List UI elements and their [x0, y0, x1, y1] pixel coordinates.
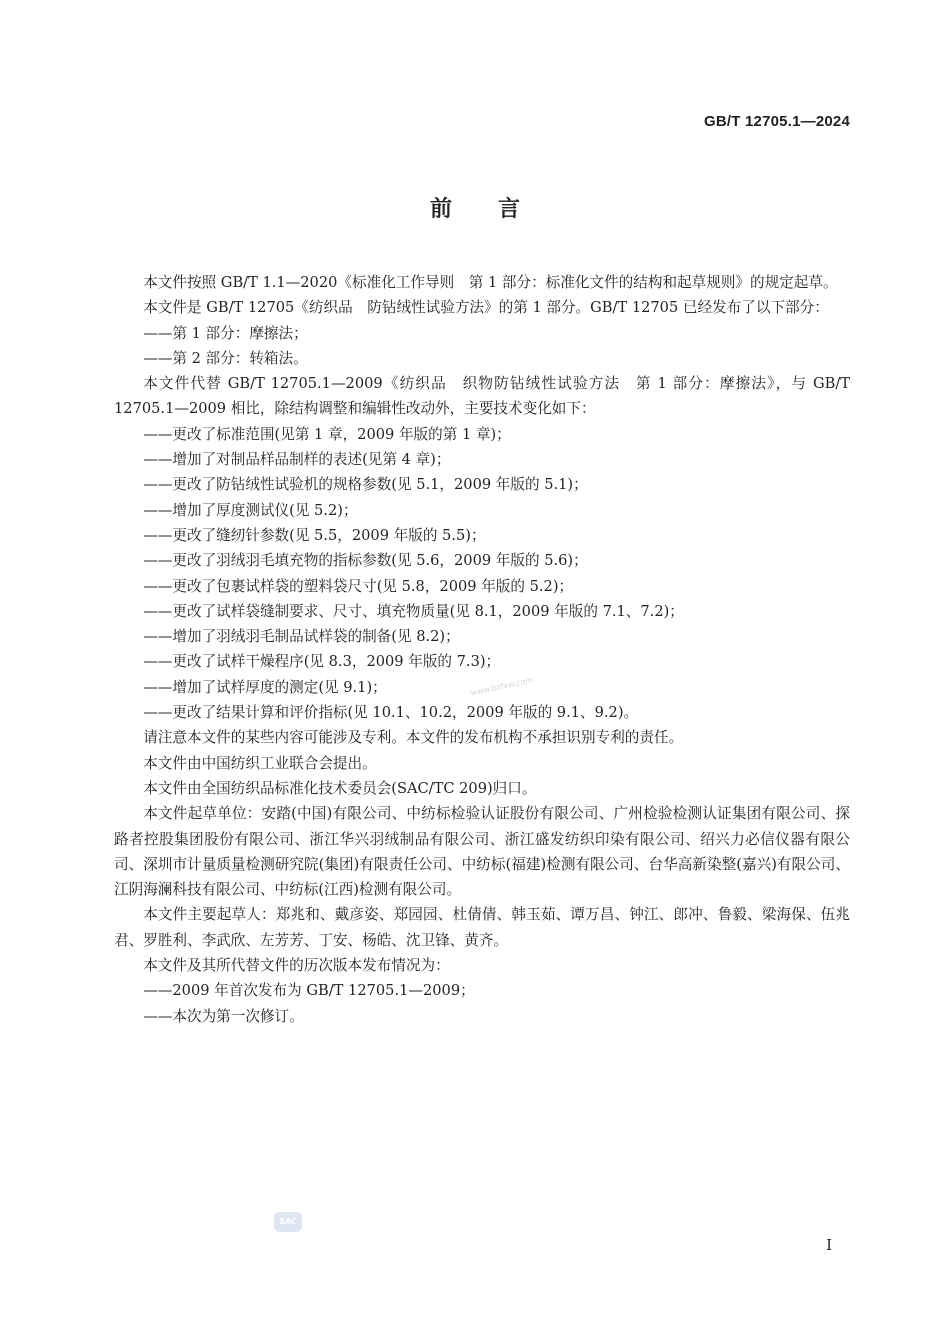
- list-item-change: ——增加了羽绒羽毛制品试样袋的制备(见 8.2)；: [143, 628, 460, 646]
- list-item-change: ——更改了结果计算和评价指标(见 10.1、10.2，2009 年版的 9.1、9.2)。: [143, 704, 639, 722]
- paragraph-proposer: 本文件由中国纺织工业联合会提出。: [143, 754, 377, 772]
- page-number: I: [826, 1236, 832, 1254]
- paragraph-drafters: 本文件主要起草人：郑兆和、戴彦姿、郑园园、杜倩倩、韩玉茹、谭万昌、钟江、郎冲、鲁毅、梁海保、伍兆君、罗胜利、李武欣、左芳芳、丁安、杨皓、沈卫锋、黄齐。: [114, 906, 850, 949]
- paragraph-patent-notice: 请注意本文件的某些内容可能涉及专利。本文件的发布机构不承担识别专利的责任。: [143, 729, 684, 747]
- list-item-change: ——更改了羽绒羽毛填充物的指标参数(见 5.6，2009 年版的 5.6)；: [143, 552, 588, 570]
- sac-logo-icon: SAC: [274, 1212, 302, 1232]
- paragraph-series-parts: 本文件是 GB/T 12705《纺织品 防钻绒性试验方法》的第 1 部分。GB/T 12705 已经发布了以下部分：: [143, 299, 829, 317]
- list-item-history: ——2009 年首次发布为 GB/T 12705.1—2009；: [143, 982, 475, 1000]
- list-item-history: ——本次为第一次修订。: [143, 1007, 304, 1025]
- list-item-change: ——更改了标准范围(见第 1 章，2009 年版的第 1 章)；: [143, 425, 511, 443]
- list-item-change: ——更改了试样袋缝制要求、尺寸、填充物质量(见 8.1，2009 年版的 7.1、7.2)；: [143, 602, 684, 620]
- paragraph-version-history: 本文件及其所代替文件的历次版本发布情况为：: [143, 957, 450, 975]
- list-item-part: ——第 2 部分：转箱法。: [143, 349, 308, 367]
- document-body: [114, 270, 850, 1029]
- page-title: 前言: [429, 196, 566, 222]
- paragraph-drafting-units: 本文件起草单位：安踏(中国)有限公司、中纺标检验认证股份有限公司、广州检验检测认证集团有限公司、探路者控股集团股份有限公司、浙江华兴羽绒制品有限公司、浙江盛发纺织印染有限公司、绍兴力必信仪器有限公司、深圳市计量质量检测研究院(集团)有限责任公司、中纺标(福建)检测有限公司、台华高新染整(嘉兴)有限公司、江阴海澜科技有限公司、中纺标(江西)检测有限公司。: [114, 805, 850, 899]
- list-item-change: ——更改了缝纫针参数(见 5.5，2009 年版的 5.5)；: [143, 526, 486, 544]
- list-item-change: ——更改了包裹试样袋的塑料袋尺寸(见 5.8，2009 年版的 5.2)；: [143, 577, 574, 595]
- list-item-part: ——第 1 部分：摩擦法；: [143, 324, 308, 342]
- list-item-change: ——更改了试样干燥程序(见 8.3，2009 年版的 7.3)；: [143, 653, 501, 671]
- list-item-change: ——增加了试样厚度的测定(见 9.1)；: [143, 678, 387, 696]
- list-item-change: ——增加了厚度测试仪(见 5.2)；: [143, 501, 358, 519]
- watermark: www.bzfxw.com: [469, 675, 534, 698]
- standard-code: GB/T 12705.1—2024: [704, 113, 850, 130]
- paragraph-replacement: 本文件代替 GB/T 12705.1—2009《纺织品 织物防钻绒性试验方法 第 1 部分：摩擦法》，与 GB/T 12705.1—2009 相比，除结构调整和编辑性改动外，主要技术变化如下：: [114, 375, 850, 418]
- list-item-change: ——增加了对制品样品制样的表述(见第 4 章)；: [143, 451, 451, 469]
- paragraph-committee: 本文件由全国纺织品标准化技术委员会(SAC/TC 209)归口。: [143, 779, 537, 797]
- paragraph-drafting-rules: 本文件按照 GB/T 1.1—2020《标准化工作导则 第 1 部分：标准化文件的结构和起草规则》的规定起草。: [143, 274, 838, 291]
- list-item-change: ——更改了防钻绒性试验机的规格参数(见 5.1，2009 年版的 5.1)；: [143, 476, 588, 494]
